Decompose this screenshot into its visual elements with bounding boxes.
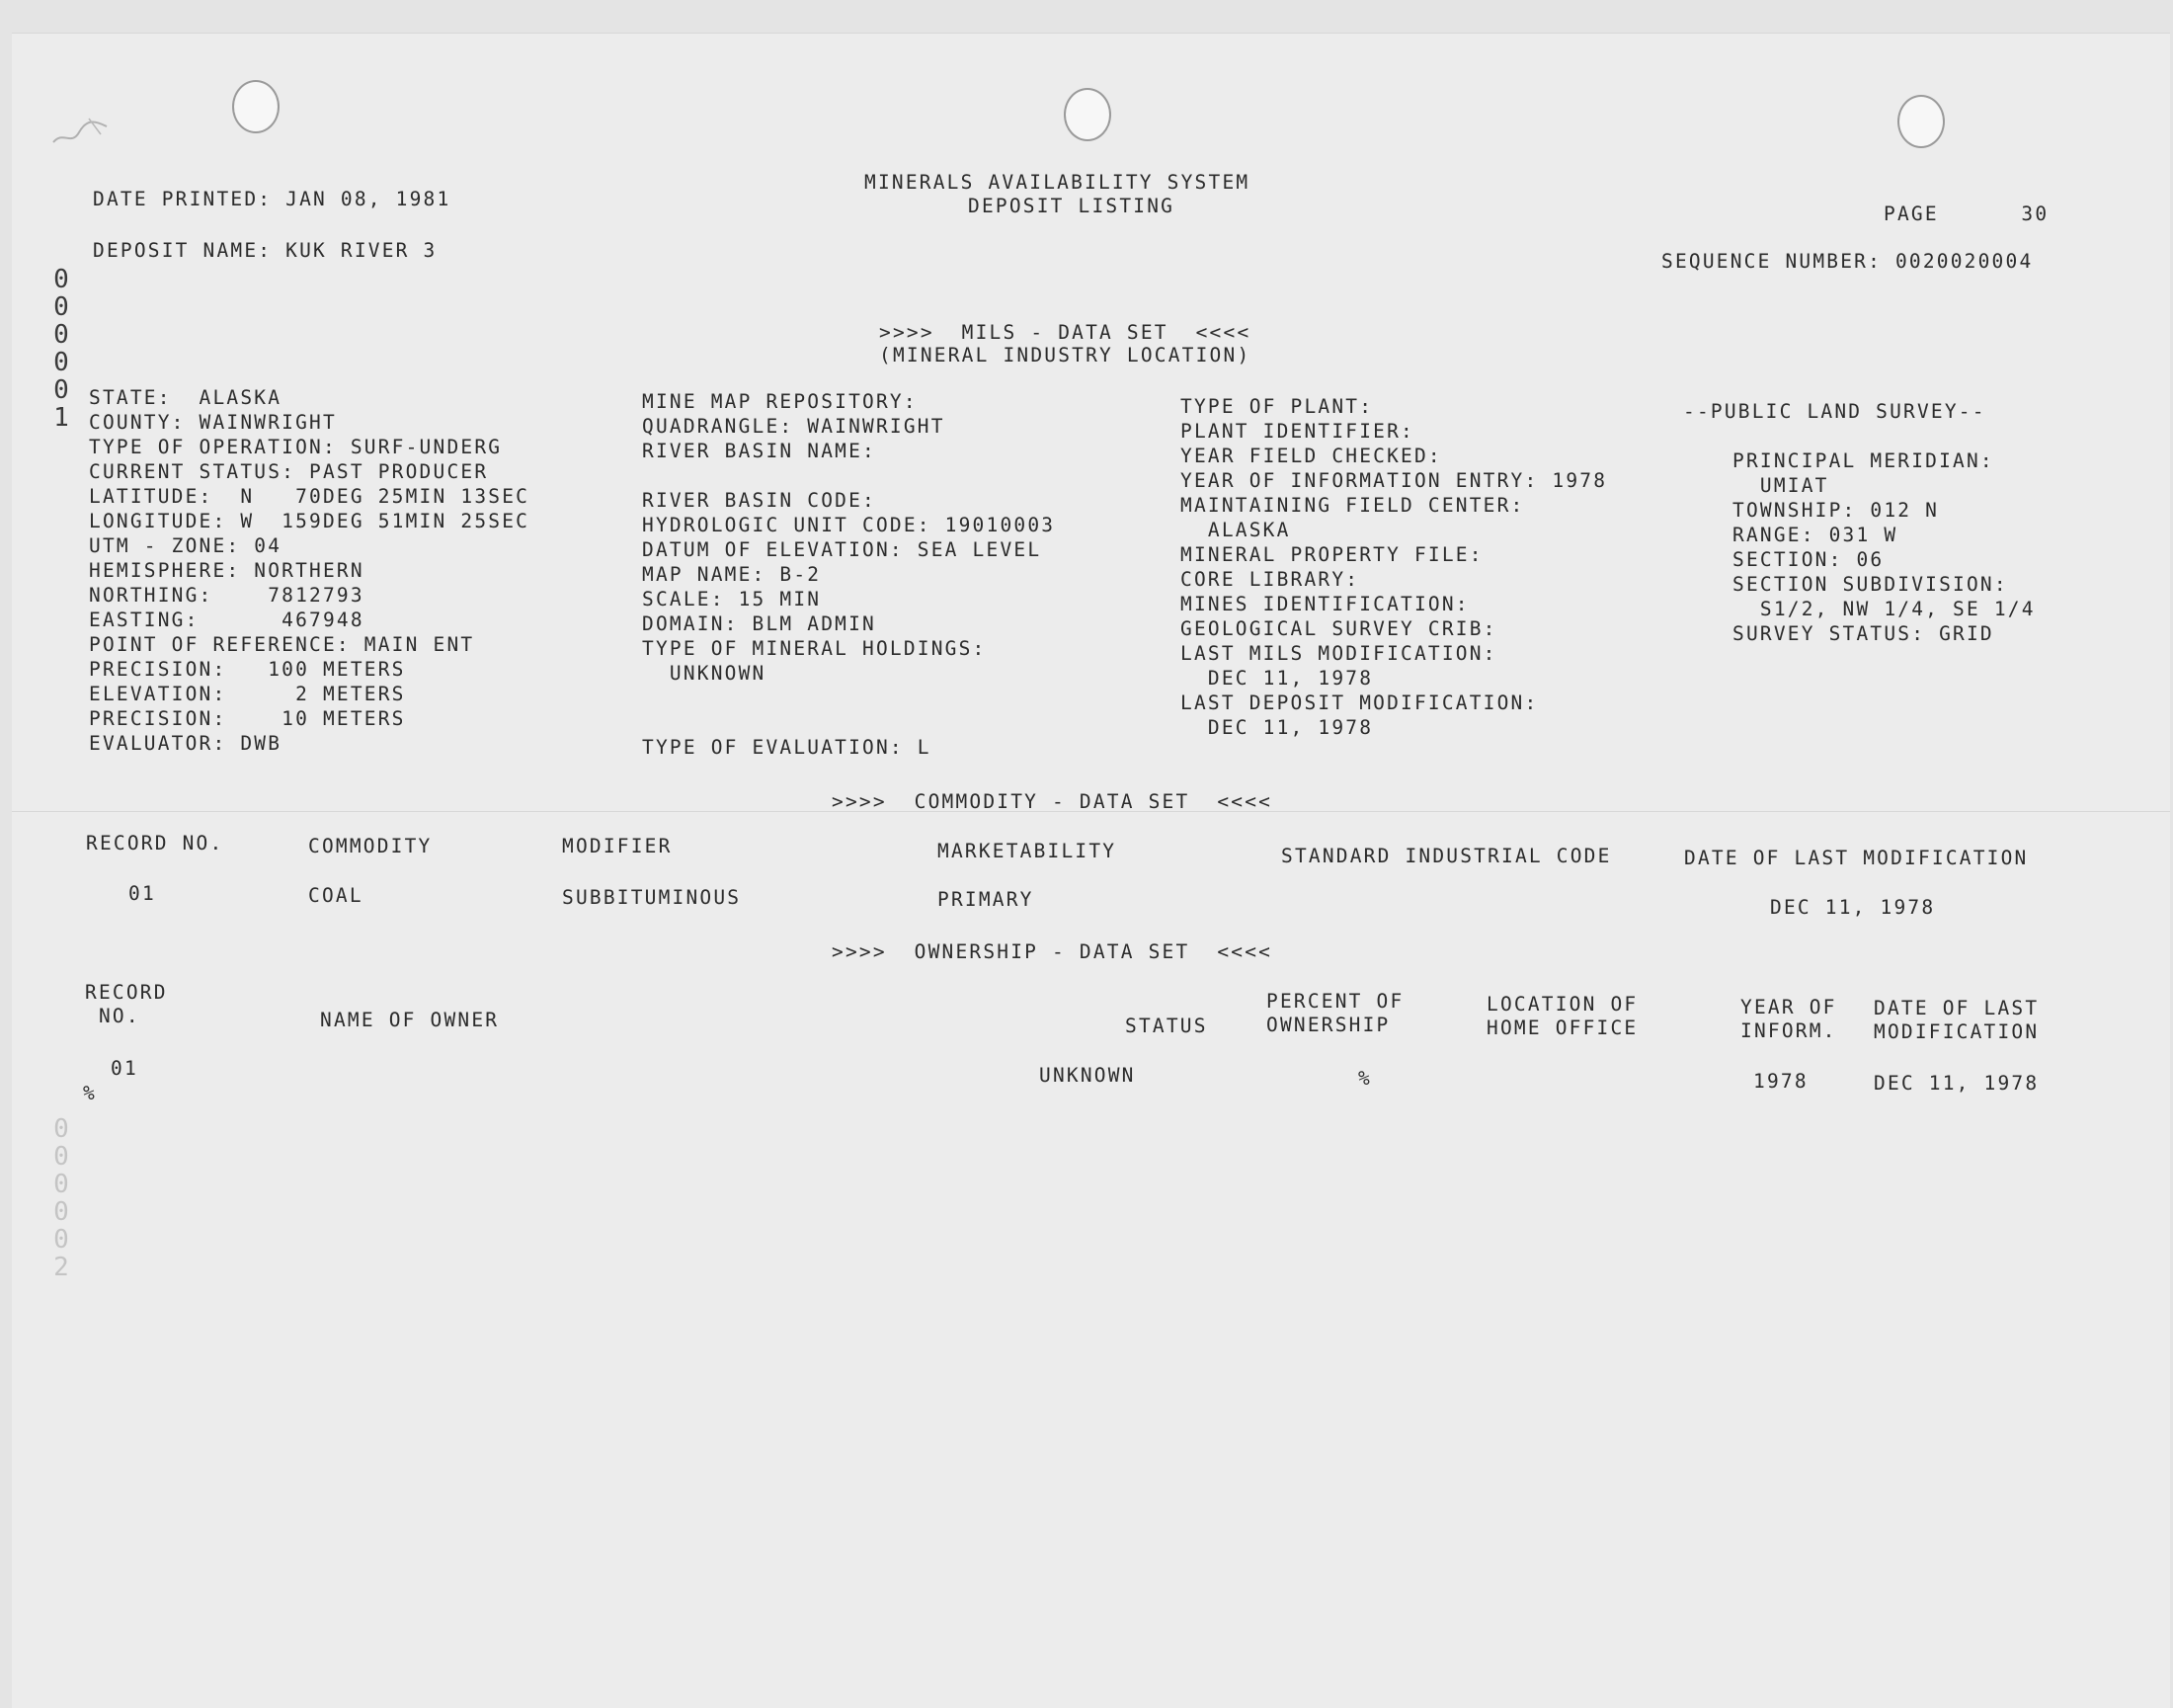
field-line: TYPE OF MINERAL HOLDINGS: (642, 637, 987, 660)
field-line: RIVER BASIN CODE: (642, 489, 876, 512)
cell-record-no: 01 (128, 882, 156, 905)
cell-commodity: COAL (308, 884, 363, 907)
field-line: TYPE OF EVALUATION: L (642, 736, 931, 759)
col-header-year: YEAR OF (1740, 996, 1837, 1018)
listing-title: DEPOSIT LISTING (968, 195, 1175, 217)
field-line: PRINCIPAL MERIDIAN: (1732, 449, 1994, 472)
col-header-location: LOCATION OF (1487, 993, 1639, 1016)
field-line: YEAR OF INFORMATION ENTRY: 1978 (1180, 469, 1608, 492)
field-line: HEMISPHERE: NORTHERN (89, 559, 364, 582)
field-line: STATE: ALASKA (89, 386, 282, 409)
public-land-survey-title: --PUBLIC LAND SURVEY-- (1683, 400, 1986, 423)
field-line: GEOLOGICAL SURVEY CRIB: (1180, 617, 1497, 640)
margin-code: 000001 (53, 265, 69, 433)
field-line: YEAR FIELD CHECKED: (1180, 445, 1442, 467)
cell-percent-mark: % (83, 1082, 97, 1104)
ownership-heading: >>>> OWNERSHIP - DATA SET <<<< (832, 940, 1273, 963)
field-line: PLANT IDENTIFIER: (1180, 420, 1414, 443)
field-line: DOMAIN: BLM ADMIN (642, 612, 876, 635)
field-line: MAP NAME: B-2 (642, 563, 822, 586)
field-line: TYPE OF OPERATION: SURF-UNDERG (89, 436, 503, 458)
field-line: NORTHING: 7812793 (89, 584, 364, 607)
col-header-record-no: NO. (85, 1005, 140, 1027)
punch-hole-center (1064, 88, 1111, 141)
printout-page (12, 33, 2170, 1708)
sequence-number: SEQUENCE NUMBER: 0020020004 (1661, 250, 2034, 273)
cell-date-last-modification: DEC 11, 1978 (1770, 896, 1936, 919)
field-line: RANGE: 031 W (1732, 524, 1898, 546)
field-line: UNKNOWN (642, 662, 766, 685)
cell-date: DEC 11, 1978 (1874, 1072, 2040, 1095)
field-line: CURRENT STATUS: PAST PRODUCER (89, 460, 489, 483)
col-header-modification: MODIFICATION (1874, 1020, 2040, 1043)
col-header-commodity: COMMODITY (308, 835, 433, 857)
field-line: HYDROLOGIC UNIT CODE: 19010003 (642, 514, 1056, 536)
field-line: POINT OF REFERENCE: MAIN ENT (89, 633, 475, 656)
field-line: LATITUDE: N 70DEG 25MIN 13SEC (89, 485, 530, 508)
field-line: S1/2, NW 1/4, SE 1/4 (1732, 598, 2036, 620)
commodity-heading: >>>> COMMODITY - DATA SET <<<< (832, 790, 1273, 813)
pencil-mark (49, 113, 119, 152)
cell-marketability: PRIMARY (937, 888, 1034, 911)
col-header-home-office: HOME OFFICE (1487, 1017, 1639, 1039)
field-line: COUNTY: WAINWRIGHT (89, 411, 337, 434)
field-line: UTM - ZONE: 04 (89, 534, 282, 557)
field-line: EVALUATOR: DWB (89, 732, 282, 755)
mils-heading: >>>> MILS - DATA SET <<<< (879, 321, 1251, 344)
field-line: TYPE OF PLANT: (1180, 395, 1374, 418)
col-header-name-of-owner: NAME OF OWNER (320, 1009, 500, 1031)
field-line: EASTING: 467948 (89, 609, 364, 631)
punch-hole-right (1897, 95, 1945, 148)
field-line: CORE LIBRARY: (1180, 568, 1360, 591)
field-line: QUADRANGLE: WAINWRIGHT (642, 415, 945, 438)
field-line: MINE MAP REPOSITORY: (642, 390, 918, 413)
field-line: MAINTAINING FIELD CENTER: (1180, 494, 1525, 517)
col-header-inform: INFORM. (1740, 1019, 1837, 1042)
field-line: MINERAL PROPERTY FILE: (1180, 543, 1484, 566)
field-line: ALASKA (1180, 519, 1291, 541)
cell-modifier: SUBBITUMINOUS (562, 886, 742, 909)
col-header-record: RECORD (85, 981, 168, 1004)
field-line: DEC 11, 1978 (1180, 716, 1374, 739)
field-line: SURVEY STATUS: GRID (1732, 622, 1994, 645)
field-line: LAST DEPOSIT MODIFICATION: (1180, 691, 1539, 714)
field-line: PRECISION: 10 METERS (89, 707, 406, 730)
page-number: PAGE 30 (1884, 203, 2050, 225)
field-line: SECTION SUBDIVISION: (1732, 573, 2008, 596)
field-line: DATUM OF ELEVATION: SEA LEVEL (642, 538, 1042, 561)
field-line: SCALE: 15 MIN (642, 588, 822, 610)
col-header-status: STATUS (1125, 1015, 1208, 1037)
field-line: LAST MILS MODIFICATION: (1180, 642, 1497, 665)
cell-record-no: 01 (111, 1057, 138, 1080)
field-line: MINES IDENTIFICATION: (1180, 593, 1470, 615)
field-line: TOWNSHIP: 012 N (1732, 499, 1940, 522)
field-line: PRECISION: 100 METERS (89, 658, 406, 681)
col-header-date-last-modification: DATE OF LAST MODIFICATION (1684, 847, 2029, 869)
cell-year: 1978 (1753, 1070, 1809, 1093)
field-line: ELEVATION: 2 METERS (89, 683, 406, 705)
col-header-sic: STANDARD INDUSTRIAL CODE (1281, 845, 1612, 867)
date-printed: DATE PRINTED: JAN 08, 1981 (93, 188, 451, 210)
field-line: LONGITUDE: W 159DEG 51MIN 25SEC (89, 510, 530, 532)
col-header-date-last: DATE OF LAST (1874, 997, 2040, 1019)
cell-percent: % (1358, 1067, 1372, 1090)
col-header-percent: PERCENT OF (1266, 990, 1405, 1013)
field-line: RIVER BASIN NAME: (642, 440, 876, 462)
system-title: MINERALS AVAILABILITY SYSTEM (864, 171, 1250, 194)
col-header-marketability: MARKETABILITY (937, 840, 1117, 862)
col-header-modifier: MODIFIER (562, 835, 673, 857)
cell-status: UNKNOWN (1039, 1064, 1136, 1087)
field-line: DEC 11, 1978 (1180, 667, 1374, 690)
mils-subheading: (MINERAL INDUSTRY LOCATION) (879, 344, 1251, 366)
col-header-ownership: OWNERSHIP (1266, 1014, 1391, 1036)
col-header-record-no: RECORD NO. (86, 832, 224, 854)
deposit-name: DEPOSIT NAME: KUK RIVER 3 (93, 239, 438, 262)
margin-code-faint: 000002 (53, 1114, 69, 1282)
punch-hole-left (232, 80, 280, 133)
field-line: SECTION: 06 (1732, 548, 1885, 571)
field-line: UMIAT (1732, 474, 1829, 497)
